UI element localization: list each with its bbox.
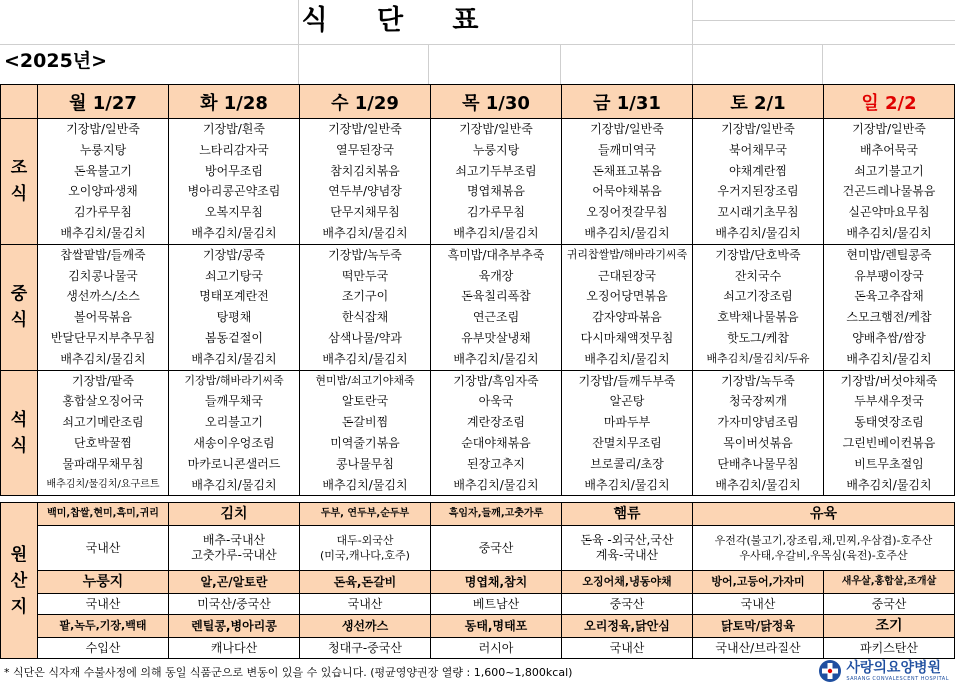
menu-item: 기장밥/콩죽 <box>169 244 300 265</box>
menu-item: 느타리감자국 <box>169 140 300 161</box>
menu-item: 배추김치/물김치 <box>169 475 300 496</box>
menu-table <box>0 84 955 659</box>
menu-row <box>1 202 955 223</box>
grid-line <box>822 44 823 84</box>
menu-item: 기장밥/팥죽 <box>38 370 169 391</box>
grid-line <box>692 0 693 84</box>
menu-item: 오징어당면볶음 <box>562 286 693 307</box>
header-corner <box>1 85 38 119</box>
origin-value: 청대구-중국산 <box>300 638 431 659</box>
menu-item: 현미밥/렌틸콩죽 <box>824 244 955 265</box>
origin-category: 렌틸콩,병아리콩 <box>169 615 300 638</box>
menu-item: 기장밥/버섯야채죽 <box>824 370 955 391</box>
menu-row <box>1 119 955 140</box>
spacer-row <box>1 496 955 503</box>
origin-row <box>1 615 955 638</box>
menu-item: 쇠고기메란조림 <box>38 412 169 433</box>
menu-item: 기장밥/흑임자죽 <box>431 370 562 391</box>
menu-item: 누룽지탕 <box>431 140 562 161</box>
menu-item: 청국장찌개 <box>693 391 824 412</box>
origin-value: 파키스탄산 <box>824 638 955 659</box>
menu-item: 배추김치/물김치 <box>300 475 431 496</box>
origin-value: 국내산 <box>38 594 169 615</box>
grid-line <box>560 44 561 84</box>
menu-item: 볼어묵볶음 <box>38 307 169 328</box>
menu-item: 쇠고기장조림 <box>693 286 824 307</box>
menu-item: 배추김치/물김치 <box>169 223 300 244</box>
menu-item: 탕평채 <box>169 307 300 328</box>
origin-row <box>1 571 955 594</box>
menu-item: 기장밥/단호박죽 <box>693 244 824 265</box>
origin-value: 미국산/중국산 <box>169 594 300 615</box>
menu-item: 건곤드레나물볶음 <box>824 181 955 202</box>
menu-item: 연두부/양념장 <box>300 181 431 202</box>
origin-row <box>1 503 955 526</box>
menu-item: 돈육고추잡채 <box>824 286 955 307</box>
origin-category: 오징어채,냉동야채 <box>562 571 693 594</box>
day-header: 목 1/30 <box>431 85 562 119</box>
origin-value: 국내산 <box>300 594 431 615</box>
day-header: 월 1/27 <box>38 85 169 119</box>
menu-item: 단호박꿀찜 <box>38 433 169 454</box>
menu-item: 어묵야채볶음 <box>562 181 693 202</box>
menu-item: 배추김치/물김치 <box>562 223 693 244</box>
menu-item: 기장밥/녹두죽 <box>693 370 824 391</box>
menu-item: 열무된장국 <box>300 140 431 161</box>
menu-item: 돈육불고기 <box>38 161 169 182</box>
menu-item: 기장밥/일반죽 <box>38 119 169 140</box>
menu-item: 생선까스/소스 <box>38 286 169 307</box>
origin-category: 동태,명태포 <box>431 615 562 638</box>
origin-category: 조기 <box>824 615 955 638</box>
meal-label: 석 식 <box>1 370 38 496</box>
origin-category: 백미,찹쌀,현미,흑미,귀리 <box>38 503 169 526</box>
menu-item: 스모크햄전/케찹 <box>824 307 955 328</box>
menu-row <box>1 370 955 391</box>
menu-item: 배추어묵국 <box>824 140 955 161</box>
menu-item: 참치김치볶음 <box>300 161 431 182</box>
menu-item: 흑미밥/대추부추죽 <box>431 244 562 265</box>
menu-item: 핫도그/케찹 <box>693 328 824 349</box>
menu-item: 김치콩나물국 <box>38 266 169 287</box>
menu-item: 아욱국 <box>431 391 562 412</box>
logo-name-en: SARANG CONVALESCENT HOSPITAL <box>846 675 949 682</box>
origin-row <box>1 526 955 571</box>
origin-category: 방어,고등어,가자미 <box>693 571 824 594</box>
menu-item: 찹쌀팥밥/들깨죽 <box>38 244 169 265</box>
menu-item: 명태포계란전 <box>169 286 300 307</box>
origin-value: 배추-국내산 고춧가루-국내산 <box>169 526 300 571</box>
menu-item: 잔치국수 <box>693 266 824 287</box>
menu-item: 기장밥/해바라기씨죽 <box>169 370 300 391</box>
menu-item: 오이양파생채 <box>38 181 169 202</box>
menu-item: 계란장조림 <box>431 412 562 433</box>
menu-row <box>1 433 955 454</box>
menu-item: 배추김치/물김치 <box>562 349 693 370</box>
footnote: * 식단은 식자재 수불사정에 의해 동일 식품군으로 변동이 있을 수 있습니다. (평균영양권장 열량 : 1,600~1,800kcal) <box>4 666 573 679</box>
menu-row <box>1 223 955 244</box>
menu-item: 쇠고기불고기 <box>824 161 955 182</box>
grid-line <box>692 20 955 21</box>
origin-value: 대두-외국산 (미국,캐나다,호주) <box>300 526 431 571</box>
origin-value: 중국산 <box>824 594 955 615</box>
menu-item: 배추김치/물김치 <box>38 223 169 244</box>
menu-item: 들깨무채국 <box>169 391 300 412</box>
day-header-row <box>1 85 955 119</box>
menu-item: 명엽채볶음 <box>431 181 562 202</box>
menu-row <box>1 454 955 475</box>
menu-item: 배추김치/물김치 <box>431 223 562 244</box>
menu-item: 마카로니콘샐러드 <box>169 454 300 475</box>
menu-item: 우거지된장조림 <box>693 181 824 202</box>
meal-label: 중 식 <box>1 244 38 370</box>
menu-item: 돈갈비찜 <box>300 412 431 433</box>
menu-item: 목이버섯볶음 <box>693 433 824 454</box>
origin-value: 중국산 <box>562 594 693 615</box>
menu-item: 기장밥/일반죽 <box>693 119 824 140</box>
menu-item: 반달단무지부추무침 <box>38 328 169 349</box>
menu-item: 배추김치/물김치 <box>693 223 824 244</box>
menu-item: 유부팽이장국 <box>824 266 955 287</box>
meal-label: 조 식 <box>1 119 38 245</box>
menu-row <box>1 307 955 328</box>
menu-row <box>1 286 955 307</box>
menu-item: 돈채표고볶음 <box>562 161 693 182</box>
menu-item: 근대된장국 <box>562 266 693 287</box>
menu-item: 김가루무침 <box>431 202 562 223</box>
menu-item: 꼬시래기초무침 <box>693 202 824 223</box>
menu-item: 호박채나물볶음 <box>693 307 824 328</box>
menu-row <box>1 328 955 349</box>
year-label: <2025년> <box>4 50 108 72</box>
origin-value: 베트남산 <box>431 594 562 615</box>
menu-item: 다시마채액젓무침 <box>562 328 693 349</box>
menu-item: 오복지무침 <box>169 202 300 223</box>
menu-item: 알곤탕 <box>562 391 693 412</box>
menu-item: 배추김치/물김치 <box>300 223 431 244</box>
menu-item: 배추김치/물김치 <box>431 349 562 370</box>
menu-item: 기장밥/녹두죽 <box>300 244 431 265</box>
origin-category: 돈육,돈갈비 <box>300 571 431 594</box>
menu-row <box>1 475 955 496</box>
menu-item: 유부맛살냉채 <box>431 328 562 349</box>
menu-item: 단무지채무침 <box>300 202 431 223</box>
origin-value: 수입산 <box>38 638 169 659</box>
hospital-logo <box>818 656 949 686</box>
menu-item: 쇠고기탕국 <box>169 266 300 287</box>
day-header: 금 1/31 <box>562 85 693 119</box>
menu-item: 야채계란찜 <box>693 161 824 182</box>
menu-item: 기장밥/들깨두부죽 <box>562 370 693 391</box>
menu-item: 동태엿장조림 <box>824 412 955 433</box>
origin-value: 국내산 <box>38 526 169 571</box>
menu-item: 콩나물무침 <box>300 454 431 475</box>
menu-item: 가자미양념조림 <box>693 412 824 433</box>
menu-item: 홍합살오징어국 <box>38 391 169 412</box>
menu-item: 브로콜리/초장 <box>562 454 693 475</box>
menu-item: 배추김치/물김치 <box>824 223 955 244</box>
menu-item: 기장밥/일반죽 <box>562 119 693 140</box>
menu-item: 잔멸치무조림 <box>562 433 693 454</box>
day-header: 수 1/29 <box>300 85 431 119</box>
menu-item: 육개장 <box>431 266 562 287</box>
menu-item: 배추김치/물김치 <box>169 349 300 370</box>
menu-item: 한식잡채 <box>300 307 431 328</box>
origin-value: 국내산 <box>693 594 824 615</box>
origin-category: 누룽지 <box>38 571 169 594</box>
origin-category: 생선까스 <box>300 615 431 638</box>
menu-item: 기장밥/일반죽 <box>431 119 562 140</box>
origin-value: 국내산 <box>562 638 693 659</box>
menu-item: 배추김치/물김치 <box>562 475 693 496</box>
menu-item: 오리불고기 <box>169 412 300 433</box>
menu-row <box>1 244 955 265</box>
menu-item: 기장밥/흰죽 <box>169 119 300 140</box>
menu-item: 기장밥/일반죽 <box>300 119 431 140</box>
origin-category: 오리정육,닭안심 <box>562 615 693 638</box>
origin-category: 김치 <box>169 503 300 526</box>
origin-category: 명엽채,참치 <box>431 571 562 594</box>
menu-row <box>1 181 955 202</box>
menu-item: 배추김치/물김치/두유 <box>693 349 824 370</box>
menu-item: 배추김치/물김치 <box>824 349 955 370</box>
origin-category: 닭토막/닭정육 <box>693 615 824 638</box>
menu-item: 알토란국 <box>300 391 431 412</box>
menu-row <box>1 161 955 182</box>
menu-item: 배추김치/물김치 <box>693 475 824 496</box>
menu-item: 병아리콩곤약조림 <box>169 181 300 202</box>
origin-category: 흑임자,들깨,고춧가루 <box>431 503 562 526</box>
origin-row <box>1 594 955 615</box>
menu-item: 배추김치/물김치/요구르트 <box>38 475 169 496</box>
origin-category: 두부, 연두부,순두부 <box>300 503 431 526</box>
origin-value: 돈육 -외국산,국산 계육-국내산 <box>562 526 693 571</box>
menu-item: 배추김치/물김치 <box>824 475 955 496</box>
menu-row <box>1 391 955 412</box>
menu-item: 양배추쌈/쌈장 <box>824 328 955 349</box>
menu-item: 비트무초절임 <box>824 454 955 475</box>
origin-category: 팥,녹두,기장,백태 <box>38 615 169 638</box>
origin-label: 원 산 지 <box>1 503 38 659</box>
origin-category: 알,곤/알토란 <box>169 571 300 594</box>
origin-value: 캐나다산 <box>169 638 300 659</box>
menu-row <box>1 349 955 370</box>
page-title: 식 단 표 <box>301 5 499 36</box>
menu-item: 순대야채볶음 <box>431 433 562 454</box>
menu-item: 현미밥/쇠고기야채죽 <box>300 370 431 391</box>
origin-category: 새우살,홍합살,조개살 <box>824 571 955 594</box>
logo-name: 사랑의요양병원 <box>846 659 942 676</box>
menu-item: 새송이우엉조림 <box>169 433 300 454</box>
menu-item: 연근조림 <box>431 307 562 328</box>
menu-item: 배추김치/물김치 <box>300 349 431 370</box>
menu-row <box>1 140 955 161</box>
menu-item: 감자양파볶음 <box>562 307 693 328</box>
menu-item: 김가루무침 <box>38 202 169 223</box>
menu-item: 귀리찹쌀밥/해바라기씨죽 <box>562 244 693 265</box>
menu-item: 실곤약마요무침 <box>824 202 955 223</box>
menu-item: 단배추나물무침 <box>693 454 824 475</box>
menu-item: 오징어젓갈무침 <box>562 202 693 223</box>
grid-line <box>428 44 429 84</box>
origin-category: 유육 <box>693 503 955 526</box>
menu-item: 쇠고기두부조림 <box>431 161 562 182</box>
menu-item: 배추김치/물김치 <box>431 475 562 496</box>
day-header: 화 1/28 <box>169 85 300 119</box>
menu-item: 마파두부 <box>562 412 693 433</box>
menu-item: 조기구이 <box>300 286 431 307</box>
origin-value: 중국산 <box>431 526 562 571</box>
menu-item: 봄동겉절이 <box>169 328 300 349</box>
menu-item: 된장고추지 <box>431 454 562 475</box>
menu-item: 삼색나물/약과 <box>300 328 431 349</box>
menu-item: 물파래무채무침 <box>38 454 169 475</box>
menu-item: 미역줄기볶음 <box>300 433 431 454</box>
menu-item: 그린빈베이컨볶음 <box>824 433 955 454</box>
menu-item: 방어무조림 <box>169 161 300 182</box>
origin-value: 우전각(불고기,장조림,채,민찌,우삼겹)-호주산 우사태,우갈비,우목심(육전)-호주산 <box>693 526 955 571</box>
origin-value: 러시아 <box>431 638 562 659</box>
cross-logo-icon <box>818 659 842 683</box>
menu-row <box>1 412 955 433</box>
menu-item: 북어채무국 <box>693 140 824 161</box>
menu-item: 배추김치/물김치 <box>38 349 169 370</box>
menu-item: 떡만두국 <box>300 266 431 287</box>
day-header: 토 2/1 <box>693 85 824 119</box>
menu-item: 누룽지탕 <box>38 140 169 161</box>
menu-row <box>1 266 955 287</box>
origin-category: 햄류 <box>562 503 693 526</box>
menu-item: 기장밥/일반죽 <box>824 119 955 140</box>
menu-item: 두부새우젓국 <box>824 391 955 412</box>
grid-line <box>0 44 955 45</box>
origin-row <box>1 638 955 659</box>
origin-value: 국내산/브라질산 <box>693 638 824 659</box>
day-header: 일 2/2 <box>824 85 955 119</box>
menu-item: 돈육칠리폭찹 <box>431 286 562 307</box>
spacer-cell <box>1 496 955 503</box>
menu-item: 들깨미역국 <box>562 140 693 161</box>
